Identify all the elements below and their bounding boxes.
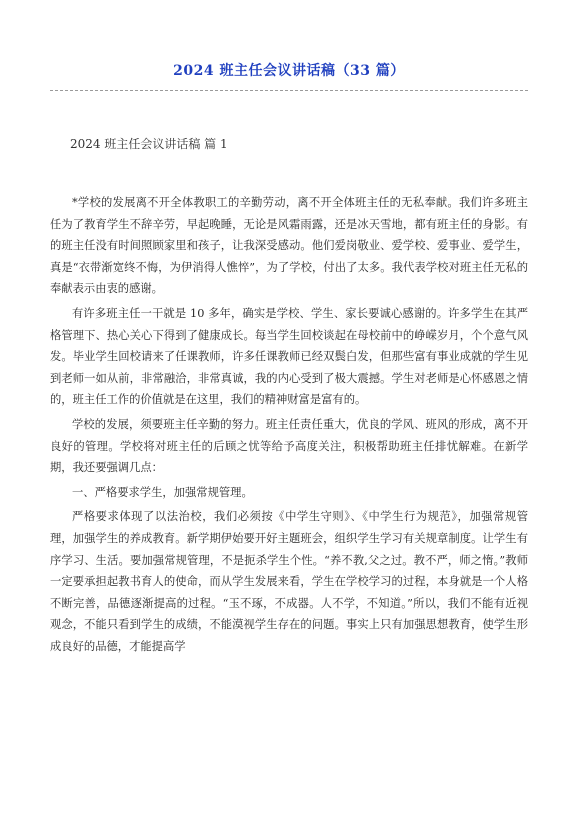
paragraph-5: 严格要求体现了以法治校，我们必须按《中学生守则》、《中学生行为规范》，加强常规管理，加强学生的养成教育。新学期伊始要开好主题班会，组织学生学习有关规章制度。让学生有序学习、生活。要加强常规管理，不是扼杀学生个性。“养不教,父之过。教不严，师之惰。”教师一定要承担起教书育人的使命，而从学生发展来看，学生在学校学习的过程，本身就是一个人格不断完善，品德逐渐提高的过程。“玉不琢，不成器。人不学，不知道。”所以，我们不能有近视观念，不能只看到学生的成绩，不能漠视学生存在的问题。事实上只有加强思想教育，使学生形成良好的品德，才能提高学: [50, 510, 528, 653]
title-divider: [50, 90, 528, 91]
paragraph-2: 有许多班主任一干就是 10 多年，确实是学校、学生、家长要诚心感谢的。许多学生在其严格管理下、热心关心下得到了健康成长。每当学生回校谈起在母校前中的峥嵘岁月，个个意气风发。毕业学生回校请来了任课教师，许多任课教师已经双鬓白发，但那些富有事业成就的学生见到老师一如从前，非常融洽，非常真诚，我的内心受到了极大震撼。学生对老师是心怀感恩之情的，班主任工作的价值就是在这里，我们的精神财富是富有的。: [50, 306, 528, 407]
document-title: 2024 班主任会议讲话稿（33 篇）: [173, 63, 405, 79]
paragraph-4: 一、严格要求学生，加强常规管理。: [72, 485, 253, 499]
paragraph-1: *学校的发展离不开全体教职工的辛勤劳动，离不开全体班主任的无私奉献。我们许多班主任为了教育学生不辞辛劳，早起晚睡，无论是风霜雨露，还是冰天雪地，都有班主任的身影。有的班主任没有时间照顾家里和孩子，让我深受感动。他们爱岗敬业、爱学校、爱事业、爱学生，真是“衣带渐宽终不悔，为伊消得人憔悴”，为了学校，付出了太多。我代表学校对班主任无私的奉献表示由衷的感谢。: [50, 196, 528, 296]
section-heading: 2024 班主任会议讲话稿 篇 1: [70, 137, 228, 151]
document-body: [50, 192, 528, 657]
paragraph-3: 学校的发展，须要班主任辛勤的努力。班主任责任重大，优良的学风、班风的形成，离不开良好的管理。学校将对班主任的后顾之忧等给予高度关注，积极帮助班主任排忧解难。在新学期，我还要强调几点：: [50, 417, 528, 475]
